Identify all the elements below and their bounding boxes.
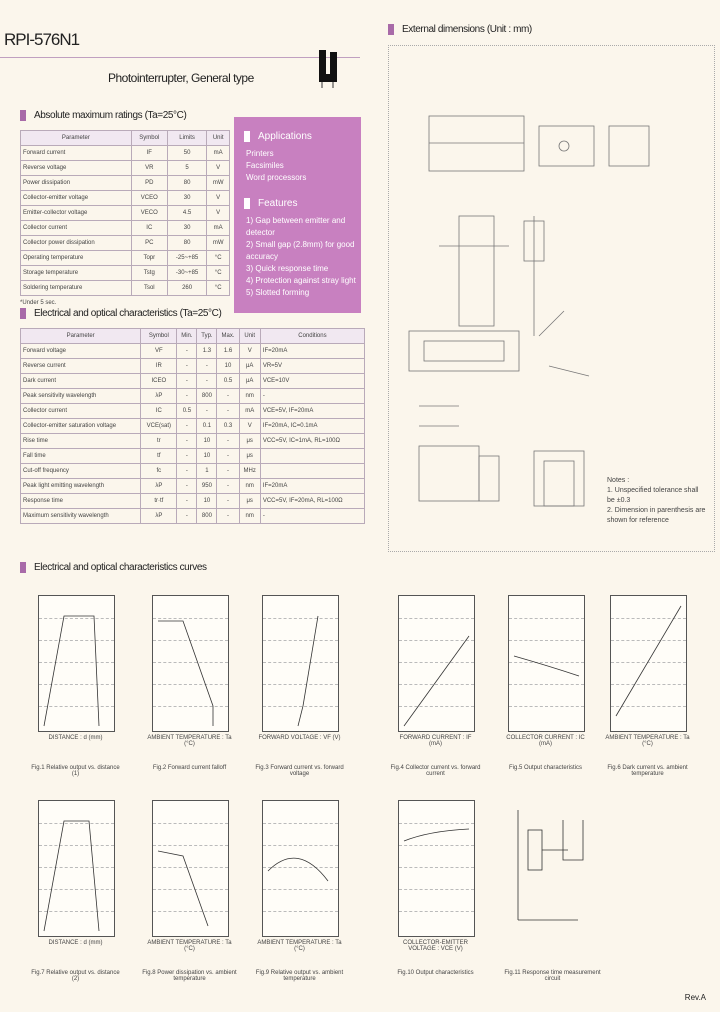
table-cell: VCEO [131, 191, 167, 206]
table-cell: - [197, 404, 217, 419]
table-cell: μA [239, 374, 260, 389]
abs_max-col-header: Unit [207, 131, 230, 146]
abs-max-footnote: *Under 5 sec. [20, 300, 57, 306]
table-cell: IC [141, 404, 177, 419]
chart-xlabel: AMBIENT TEMPERATURE : Ta (°C) [147, 735, 232, 747]
table-cell: VCE=10V [260, 374, 364, 389]
table-row [21, 266, 230, 281]
curve-line [298, 616, 318, 726]
table-cell: - [217, 464, 239, 479]
chart-caption: Fig.3 Forward current vs. forward voltage [255, 765, 344, 777]
table-cell: - [177, 494, 197, 509]
table-cell: 0.5 [217, 374, 239, 389]
title-rule [0, 57, 360, 58]
table-cell: Reverse current [21, 359, 141, 374]
table-cell: 260 [167, 281, 207, 296]
table-cell: VCC=5V, IF=20mA, RL=100Ω [260, 494, 364, 509]
table-cell: - [177, 419, 197, 434]
table-cell: Forward voltage [21, 344, 141, 359]
table-cell: Collector-emitter voltage [21, 191, 132, 206]
table-row [21, 509, 365, 524]
feature-item: 5) Slotted forming [246, 288, 310, 298]
applications-heading [244, 131, 361, 142]
table-cell: nm [239, 389, 260, 404]
table-cell: - [177, 359, 197, 374]
table-cell: Topr [131, 251, 167, 266]
features-title: Features [258, 198, 298, 210]
table-cell: VECO [131, 206, 167, 221]
table-cell: 50 [167, 146, 207, 161]
feature-item: 3) Quick response time [246, 264, 329, 274]
table-cell: - [217, 449, 239, 464]
applications-features-box [234, 117, 361, 313]
table-cell: tf [141, 449, 177, 464]
table-cell: λP [141, 479, 177, 494]
table-cell: λP [141, 389, 177, 404]
table-cell: - [177, 449, 197, 464]
table-cell: Rise time [21, 434, 141, 449]
curves-title: Electrical and optical characteristics curves [34, 562, 207, 574]
curve-chart [398, 800, 475, 937]
table-cell: Collector current [21, 221, 132, 236]
table-row [21, 464, 365, 479]
table-cell: VF [141, 344, 177, 359]
table-row [21, 389, 365, 404]
curve-line [616, 606, 681, 716]
section-marker [20, 110, 26, 121]
table-cell: - [217, 509, 239, 524]
table-cell: mW [207, 236, 230, 251]
electrical-col-header: Max. [217, 329, 239, 344]
curve-plot [399, 801, 474, 936]
table-cell: V [239, 344, 260, 359]
table-cell: °C [207, 251, 230, 266]
table-cell: 80 [167, 176, 207, 191]
applications-list [234, 148, 361, 184]
curve-line [404, 829, 469, 841]
dimension-notes [607, 476, 707, 526]
chart-xlabel: AMBIENT TEMPERATURE : Ta (°C) [147, 940, 232, 952]
table-cell: Peak light emitting wavelength [21, 479, 141, 494]
table-cell: mA [207, 221, 230, 236]
curve-plot [263, 801, 338, 936]
chart-xlabel: AMBIENT TEMPERATURE : Ta (°C) [605, 735, 690, 747]
table-cell: Power dissipation [21, 176, 132, 191]
abs-max-table [20, 130, 230, 308]
table-cell: VCC=5V, IC=1mA, RL=100Ω [260, 434, 364, 449]
abs_max-col-header: Limits [167, 131, 207, 146]
table-cell: Response time [21, 494, 141, 509]
table-cell: - [217, 389, 239, 404]
table-cell: - [177, 509, 197, 524]
table-cell: IF=20mA, IC=0.1mA [260, 419, 364, 434]
section-marker [244, 198, 250, 209]
chart-caption: Fig.7 Relative output vs. distance (2) [31, 970, 120, 982]
table-cell: Maximum sensitivity wavelength [21, 509, 141, 524]
chart-xlabel: FORWARD VOLTAGE : VF (V) [258, 735, 341, 741]
application-item: Word processors [246, 173, 307, 183]
curve-chart [152, 800, 229, 937]
chart-caption: Fig.10 Output characteristics [397, 970, 474, 976]
table-cell: VCE=5V, IF=20mA [260, 404, 364, 419]
table-cell: - [177, 464, 197, 479]
table-cell: mW [207, 176, 230, 191]
table-cell: mA [207, 146, 230, 161]
table-cell: -25~+85 [167, 251, 207, 266]
table-cell: 0.1 [197, 419, 217, 434]
electrical-col-header: Conditions [260, 329, 364, 344]
curve-chart [38, 595, 115, 732]
table-cell: IC [131, 221, 167, 236]
table-cell: Soldering temperature [21, 281, 132, 296]
table-cell: fc [141, 464, 177, 479]
table-cell: 800 [197, 509, 217, 524]
table-cell: IF [131, 146, 167, 161]
table-cell: VR=5V [260, 359, 364, 374]
electrical-table [20, 328, 365, 524]
table-cell: 1.6 [217, 344, 239, 359]
table-cell: Reverse voltage [21, 161, 132, 176]
section-marker [20, 562, 26, 573]
table-cell: 950 [197, 479, 217, 494]
chart-xlabel: FORWARD CURRENT : IF (mA) [399, 735, 472, 747]
applications-title: Applications [258, 131, 312, 143]
curve-line [158, 851, 208, 926]
chart-caption: Fig.11 Response time measurement circuit [504, 970, 601, 982]
chart-caption: Fig.8 Power dissipation vs. ambient temperature [142, 970, 237, 982]
table-cell: tr [141, 434, 177, 449]
chart-caption: Fig.9 Relative output vs. ambient temperature [255, 970, 344, 982]
table-row [21, 494, 365, 509]
chart-caption: Fig.5 Output characteristics [508, 765, 583, 771]
table-cell: Operating temperature [21, 251, 132, 266]
table-cell: 5 [167, 161, 207, 176]
electrical-col-header: Min. [177, 329, 197, 344]
table-cell: IF=20mA [260, 479, 364, 494]
table-row [21, 281, 230, 296]
table-cell: λP [141, 509, 177, 524]
table-row [21, 206, 230, 221]
notes-title: Notes : [607, 477, 630, 484]
table-row [21, 434, 365, 449]
table-cell: 10 [197, 449, 217, 464]
chart-xlabel: COLLECTOR CURRENT : IC (mA) [506, 735, 585, 747]
curve-line [158, 621, 213, 726]
table-cell: Collector power dissipation [21, 236, 132, 251]
table-cell: 0.3 [217, 419, 239, 434]
note-1: 1. Unspecified tolerance shall be ±0.3 [607, 487, 699, 504]
table-cell: Tsol [131, 281, 167, 296]
chart-xlabel: DISTANCE : d (mm) [48, 940, 103, 946]
section-marker [20, 308, 26, 319]
table-row [21, 404, 365, 419]
curve-plot [509, 596, 584, 731]
curve-chart [610, 595, 687, 732]
section-marker [388, 24, 394, 35]
table-cell: - [177, 434, 197, 449]
table-cell: nm [239, 479, 260, 494]
table-cell: VCE(sat) [141, 419, 177, 434]
abs_max-col-header: Symbol [131, 131, 167, 146]
chart-caption: Fig.6 Dark current vs. ambient temperature [607, 765, 688, 777]
table-cell: - [260, 509, 364, 524]
table-row [21, 176, 230, 191]
table-row [21, 251, 230, 266]
curve-plot [399, 596, 474, 731]
table-cell: μs [239, 449, 260, 464]
curve-line [268, 858, 328, 881]
chart-caption: Fig.2 Forward current falloff [152, 765, 227, 771]
table-cell: μA [239, 359, 260, 374]
table-cell: Collector-emitter saturation voltage [21, 419, 141, 434]
table-cell: 10 [197, 434, 217, 449]
chart-xlabel: DISTANCE : d (mm) [48, 735, 103, 741]
table-cell: 80 [167, 236, 207, 251]
chart-caption: Fig.4 Collector current vs. forward current [390, 765, 481, 777]
electrical-col-header: Typ. [197, 329, 217, 344]
table-cell: Storage temperature [21, 266, 132, 281]
electrical-col-header: Unit [239, 329, 260, 344]
curve-chart [262, 595, 339, 732]
table-cell [260, 464, 364, 479]
table-cell [260, 449, 364, 464]
table-cell: - [217, 479, 239, 494]
table-cell: μs [239, 434, 260, 449]
table-row [21, 374, 365, 389]
table-cell: IR [141, 359, 177, 374]
table-cell: PD [131, 176, 167, 191]
table-cell: - [217, 434, 239, 449]
abs_max-col-header: Parameter [21, 131, 132, 146]
table-cell: Collector current [21, 404, 141, 419]
feature-item: 2) Small gap (2.8mm) for good accuracy [246, 240, 355, 262]
table-cell: - [260, 389, 364, 404]
product-photo [317, 48, 337, 84]
table-cell: V [239, 419, 260, 434]
table-cell: Tstg [131, 266, 167, 281]
curve-line [404, 636, 469, 726]
table-cell: V [207, 161, 230, 176]
table-cell: 10 [197, 494, 217, 509]
feature-item: 4) Protection against stray light [246, 276, 356, 286]
table-cell: nm [239, 509, 260, 524]
table-cell: - [177, 344, 197, 359]
table-cell: ICEO [141, 374, 177, 389]
table-cell: μs [239, 494, 260, 509]
part-number-title: RPI-576N1 [4, 30, 80, 49]
chart-caption: Fig.1 Relative output vs. distance (1) [31, 765, 120, 777]
curve-plot [39, 801, 114, 936]
table-row [21, 236, 230, 251]
curve-chart [38, 800, 115, 937]
section-marker [244, 131, 250, 142]
curve-plot [611, 596, 686, 731]
table-cell: - [217, 494, 239, 509]
curve-chart [398, 595, 475, 732]
table-cell: 30 [167, 191, 207, 206]
table-cell: - [197, 359, 217, 374]
table-cell: V [207, 191, 230, 206]
table-cell: IF=20mA [260, 344, 364, 359]
table-cell: mA [239, 404, 260, 419]
curve-plot [153, 801, 228, 936]
table-cell: MHz [239, 464, 260, 479]
electrical-heading [20, 308, 221, 319]
table-cell: 4.5 [167, 206, 207, 221]
table-cell: Dark current [21, 374, 141, 389]
table-cell: Fall time [21, 449, 141, 464]
table-row [21, 146, 230, 161]
curve-chart [262, 800, 339, 937]
table-cell: 0.5 [177, 404, 197, 419]
curve-plot [153, 596, 228, 731]
table-row [21, 221, 230, 236]
features-list [234, 215, 361, 299]
dimension-drawing-panel [388, 45, 715, 552]
chart-xlabel: AMBIENT TEMPERATURE : Ta (°C) [257, 940, 342, 952]
note-2: 2. Dimension in parenthesis are shown for reference [607, 507, 706, 524]
table-cell: °C [207, 266, 230, 281]
electrical-title: Electrical and optical characteristics (Ta=25°C) [34, 308, 222, 320]
dimensions-title: External dimensions (Unit : mm) [402, 24, 532, 36]
table-cell: - [177, 479, 197, 494]
dimensions-heading [388, 24, 532, 35]
response-circuit-diagram [508, 800, 593, 935]
table-cell: 1.3 [197, 344, 217, 359]
table-cell: 800 [197, 389, 217, 404]
table-row [21, 359, 365, 374]
table-cell: - [217, 404, 239, 419]
electrical-col-header: Symbol [141, 329, 177, 344]
curve-line [514, 656, 579, 676]
table-cell: Forward current [21, 146, 132, 161]
table-cell: 10 [217, 359, 239, 374]
curves-heading [20, 562, 207, 573]
table-row [21, 449, 365, 464]
product-subtitle: Photointerrupter, General type [108, 71, 254, 85]
chart-xlabel: COLLECTOR-EMITTER VOLTAGE : VCE (V) [403, 940, 468, 952]
table-cell: -30~+85 [167, 266, 207, 281]
table-cell: tr·tf [141, 494, 177, 509]
table-row [21, 161, 230, 176]
revision-label: Rev.A [684, 993, 706, 1002]
table-cell: Peak sensitivity wavelength [21, 389, 141, 404]
table-cell: Cut-off frequency [21, 464, 141, 479]
feature-item: 1) Gap between emitter and detector [246, 216, 346, 238]
electrical-col-header: Parameter [21, 329, 141, 344]
table-row [21, 479, 365, 494]
table-row [21, 419, 365, 434]
table-cell: - [177, 389, 197, 404]
table-cell: VR [131, 161, 167, 176]
abs-max-heading [20, 110, 186, 121]
table-cell: Emitter-collector voltage [21, 206, 132, 221]
table-cell: V [207, 206, 230, 221]
table-row [21, 344, 365, 359]
table-cell: - [197, 374, 217, 389]
application-item: Printers [246, 149, 274, 159]
application-item: Facsimiles [246, 161, 284, 171]
table-cell: °C [207, 281, 230, 296]
curve-plot [263, 596, 338, 731]
abs-max-title: Absolute maximum ratings (Ta=25°C) [34, 110, 187, 122]
curve-chart [152, 595, 229, 732]
table-cell: 30 [167, 221, 207, 236]
table-row [21, 191, 230, 206]
features-heading [244, 198, 361, 209]
curve-line [44, 616, 99, 726]
curve-line [44, 821, 99, 931]
table-cell: 1 [197, 464, 217, 479]
curve-chart [508, 595, 585, 732]
table-cell: - [177, 374, 197, 389]
table-cell: PC [131, 236, 167, 251]
curve-plot [39, 596, 114, 731]
